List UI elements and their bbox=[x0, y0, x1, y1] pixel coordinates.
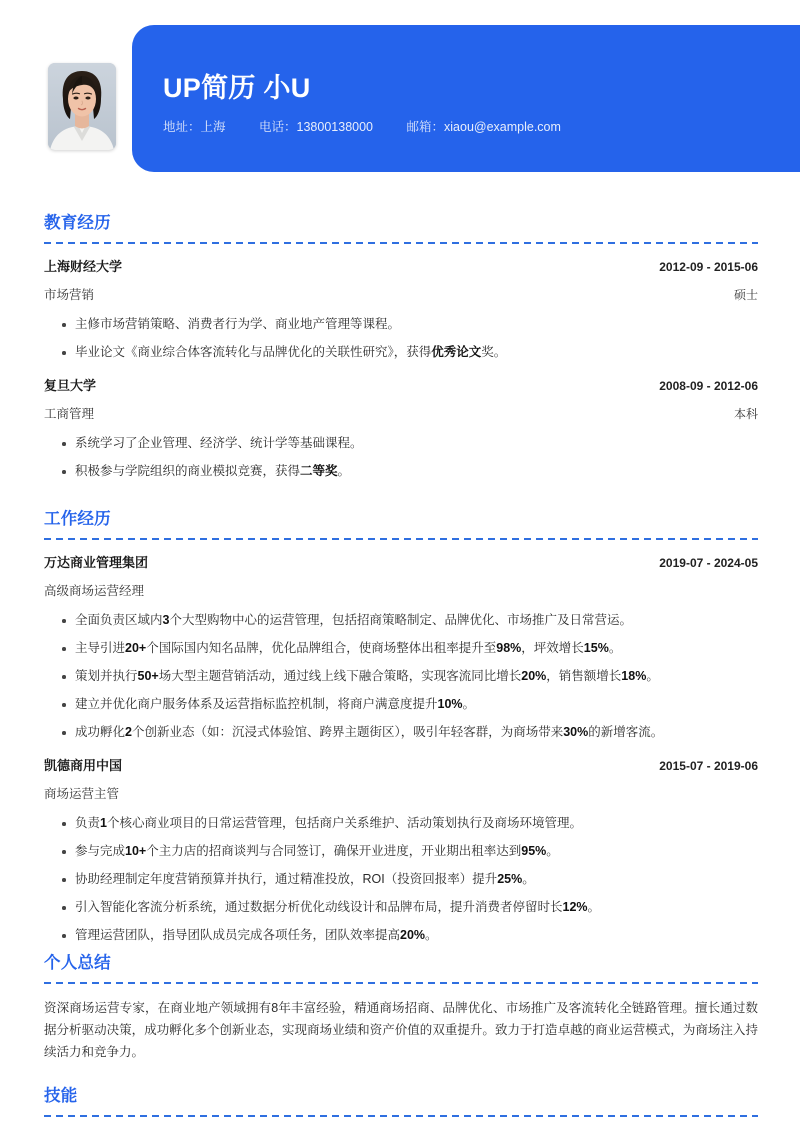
section-title-education: 教育经历 bbox=[44, 214, 111, 232]
section-title-skills: 技能 bbox=[44, 1087, 78, 1105]
education-org: 复旦大学 bbox=[44, 378, 97, 393]
list-item: 参与完成10+个主力店的招商谈判与合同签订，确保开业进度，开业期出租率达到95%。 bbox=[44, 842, 758, 861]
list-item: 协助经理制定年度营销预算并执行，通过精准投放，ROI（投资回报率）提升25%。 bbox=[44, 870, 758, 889]
list-item: 策划并执行50+场大型主题营销活动，通过线上线下融合策略，实现客流同比增长20%，销售额增长18%。 bbox=[44, 667, 758, 686]
contact-address-label: 地址： bbox=[163, 120, 201, 134]
summary-text: 资深商场运营专家，在商业地产领域拥有8年丰富经验，精通商场招商、品牌优化、市场推广及客流转化全链路管理。擅长通过数据分析驱动决策，成功孵化多个创新业态，实现商场业绩和资产价值的双重提升。致力于打造卓越的商业运营模式，为商场注入持续活力和竞争力。 bbox=[44, 1001, 758, 1059]
education-org: 上海财经大学 bbox=[44, 259, 123, 274]
contact-email bbox=[407, 118, 561, 136]
section-education bbox=[44, 212, 758, 481]
contact-email-label: 邮箱： bbox=[406, 120, 445, 134]
divider-education bbox=[44, 242, 758, 244]
list-item: 负责1个核心商业项目的日常运营管理，包括商户关系维护、活动策划执行及商场环境管理。 bbox=[44, 814, 758, 833]
education-date: 2012-09 - 2015-06 bbox=[659, 260, 758, 274]
work-entry bbox=[44, 756, 758, 945]
portrait-photo-icon bbox=[48, 63, 116, 150]
divider-work bbox=[44, 538, 758, 540]
list-item: 系统学习了企业管理、经济学、统计学等基础课程。 bbox=[44, 434, 758, 453]
list-item: 积极参与学院组织的商业模拟竞赛，获得二等奖。 bbox=[44, 462, 758, 481]
divider-skills bbox=[44, 1115, 758, 1117]
list-item: 主修市场营销策略、消费者行为学、商业地产管理等课程。 bbox=[44, 315, 758, 334]
work-bullets bbox=[44, 814, 758, 945]
work-entry bbox=[44, 553, 758, 742]
education-date: 2008-09 - 2012-06 bbox=[659, 379, 758, 393]
page-title: UP简历 小U bbox=[163, 73, 311, 103]
contact-address bbox=[163, 118, 226, 136]
contact-phone-value: 13800138000 bbox=[296, 120, 374, 134]
header-text-block bbox=[163, 70, 763, 136]
work-date: 2015-07 - 2019-06 bbox=[659, 759, 758, 773]
work-position: 高级商场运营经理 bbox=[44, 584, 145, 598]
work-company: 凯德商用中国 bbox=[44, 758, 123, 773]
work-bullets bbox=[44, 611, 758, 742]
avatar bbox=[48, 63, 116, 150]
section-skills bbox=[44, 1085, 758, 1117]
education-degree: 本科 bbox=[733, 407, 758, 421]
section-work bbox=[44, 508, 758, 945]
section-title-work: 工作经历 bbox=[44, 510, 111, 528]
section-title-summary: 个人总结 bbox=[44, 954, 111, 972]
education-entry bbox=[44, 376, 758, 481]
list-item: 引入智能化客流分析系统，通过数据分析优化动线设计和品牌布局，提升消费者停留时长12%。 bbox=[44, 898, 758, 917]
work-company: 万达商业管理集团 bbox=[44, 555, 149, 570]
education-major: 工商管理 bbox=[44, 407, 95, 421]
contact-address-value: 上海 bbox=[200, 120, 226, 134]
education-degree: 硕士 bbox=[733, 288, 758, 302]
education-major: 市场营销 bbox=[44, 288, 95, 302]
work-date: 2019-07 - 2024-05 bbox=[659, 556, 758, 570]
contact-line bbox=[163, 118, 763, 136]
contact-email-value: xiaou@example.com bbox=[444, 120, 561, 134]
list-item: 建立并优化商户服务体系及运营指标监控机制，将商户满意度提升10%。 bbox=[44, 695, 758, 714]
list-item: 毕业论文《商业综合体客流转化与品牌优化的关联性研究》，获得优秀论文奖。 bbox=[44, 343, 758, 362]
list-item: 全面负责区域内3个大型购物中心的运营管理，包括招商策略制定、品牌优化、市场推广及日常营运。 bbox=[44, 611, 758, 630]
contact-phone-label: 电话： bbox=[259, 120, 297, 134]
divider-summary bbox=[44, 982, 758, 984]
list-item: 管理运营团队，指导团队成员完成各项任务，团队效率提高20%。 bbox=[44, 926, 758, 945]
contact-phone bbox=[259, 118, 373, 136]
list-item: 主导引进20+个国际国内知名品牌，优化品牌组合，使商场整体出租率提升至98%，坪效增长15%。 bbox=[44, 639, 758, 658]
list-item: 成功孵化2个创新业态（如：沉浸式体验馆、跨界主题街区），吸引年轻客群，为商场带来30%的新增客流。 bbox=[44, 723, 758, 742]
work-position: 商场运营主管 bbox=[44, 787, 120, 801]
education-entry bbox=[44, 257, 758, 362]
education-bullets bbox=[44, 315, 758, 362]
education-bullets bbox=[44, 434, 758, 481]
section-summary bbox=[44, 952, 758, 1063]
